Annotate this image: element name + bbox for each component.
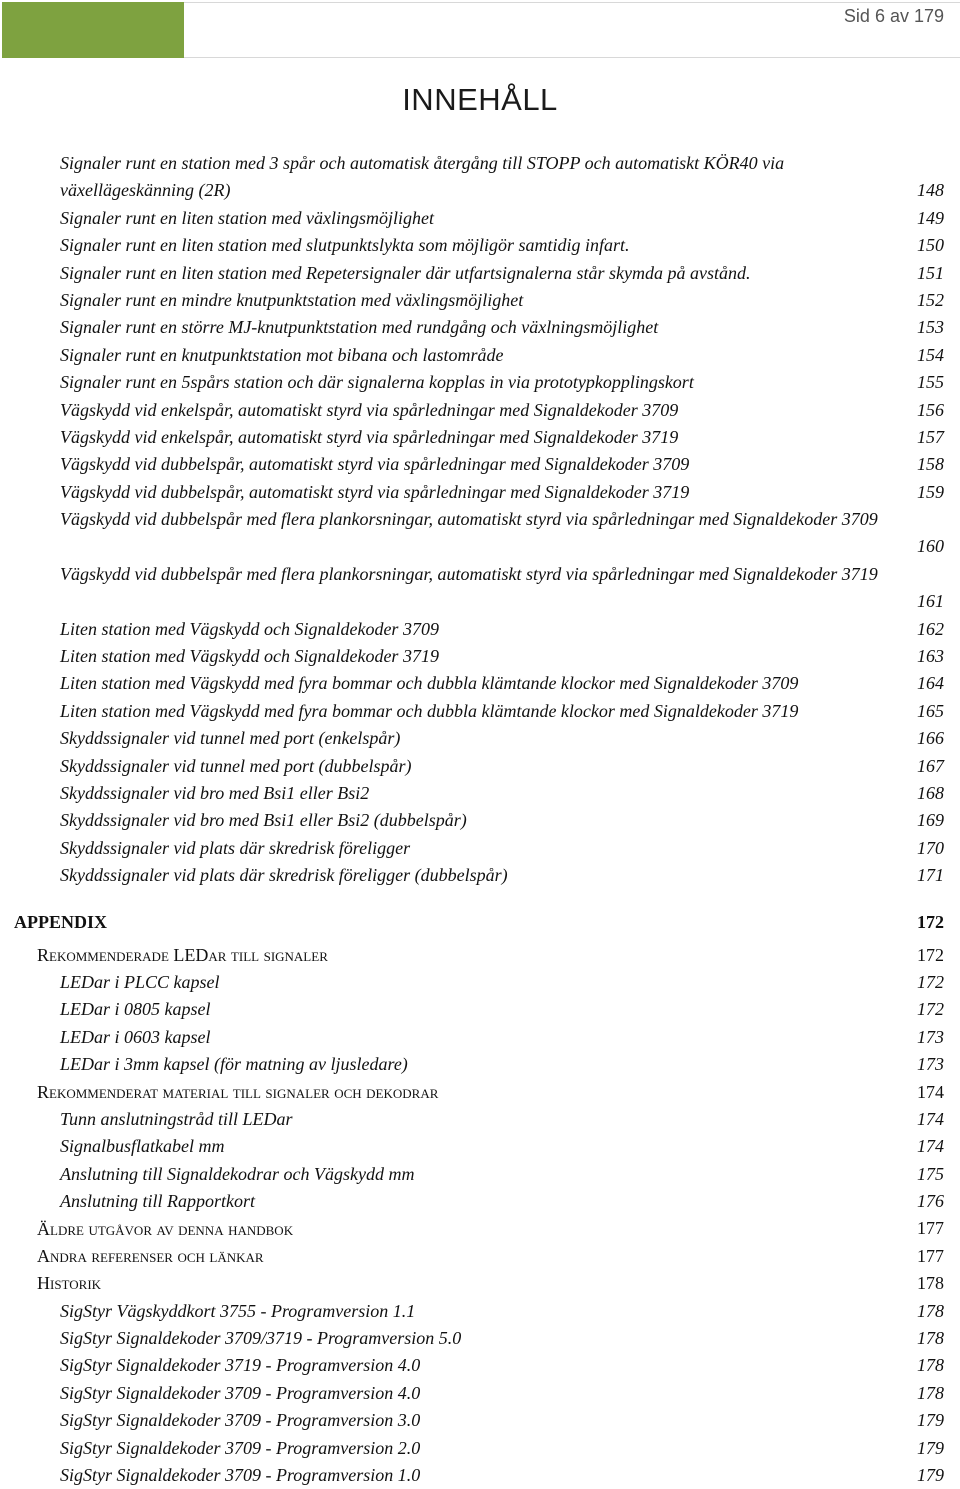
toc-entry-title: SigStyr Signaldekoder 3719 - Programversion 4.0 — [60, 1355, 421, 1376]
toc-entry[interactable] — [0, 670, 960, 697]
toc-entry[interactable] — [0, 260, 960, 287]
toc-entry[interactable] — [0, 451, 960, 478]
toc-entry-title: Liten station med Vägskydd och Signaldekoder 3709 — [60, 618, 439, 639]
toc-subsection[interactable] — [0, 1270, 960, 1297]
toc-entry[interactable] — [0, 1435, 960, 1462]
toc-entry[interactable] — [0, 780, 960, 807]
toc-entry-title: SigStyr Signaldekoder 3709/3719 - Programversion 5.0 — [60, 1328, 462, 1349]
toc-entry-page: 172 — [917, 999, 944, 1020]
toc-entry[interactable] — [0, 1106, 960, 1133]
toc-entry-page: 178 — [917, 1328, 944, 1349]
toc-entry[interactable] — [0, 369, 960, 396]
toc-entry-page: 179 — [917, 1410, 944, 1431]
toc-entry-title: Vägskydd vid dubbelspår med flera plankorsningar, automatiskt styrd via spårledningar med Signaldekoder 3719 — [60, 563, 878, 584]
page-number: Sid 6 av 179 — [843, 6, 944, 26]
toc-entry[interactable] — [0, 1407, 960, 1434]
toc-entry-page: 154 — [917, 344, 944, 365]
toc-entry-page: 162 — [917, 618, 944, 639]
toc-entry[interactable] — [0, 996, 960, 1023]
toc-entry-page: 161 — [917, 591, 944, 612]
toc-entry-title: LEDar i 0805 kapsel — [60, 999, 211, 1020]
toc-entry[interactable] — [0, 342, 960, 369]
toc-entry-title: Vägskydd vid enkelspår, automatiskt styrd via spårledningar med Signaldekoder 3709 — [60, 399, 679, 420]
toc-entry[interactable] — [0, 1133, 960, 1160]
toc-entry[interactable] — [0, 232, 960, 259]
toc-entry[interactable] — [0, 1325, 960, 1352]
toc-entry-page: 176 — [917, 1191, 944, 1212]
toc-entry-page: 155 — [917, 372, 944, 393]
toc-entry[interactable] — [0, 1188, 960, 1215]
toc-entry-page: 172 — [917, 971, 944, 992]
toc-entry-page: 156 — [917, 399, 944, 420]
toc-entry-page: 171 — [917, 865, 944, 886]
toc-entry-title: Andra referenser och länkar — [37, 1245, 264, 1266]
toc-entry-title: Liten station med Vägskydd och Signaldekoder 3719 — [60, 646, 439, 667]
toc-entry-page: 174 — [917, 1108, 944, 1129]
toc-entry[interactable] — [0, 397, 960, 424]
toc-entry[interactable] — [0, 1352, 960, 1379]
header-accent-block — [2, 2, 184, 58]
toc-entry[interactable] — [0, 314, 960, 341]
toc-entry-page: 152 — [917, 289, 944, 310]
toc-entry-title: Signaler runt en liten station med växlingsmöjlighet — [60, 207, 434, 228]
toc-subsection[interactable] — [0, 1079, 960, 1106]
toc-entry-page: 172 — [917, 944, 944, 965]
toc-entry-page: 172 — [917, 911, 944, 932]
toc-subsection[interactable] — [0, 942, 960, 969]
toc-entry-title: Liten station med Vägskydd med fyra bommar och dubbla klämtande klockor med Signaldekoder 3709 — [60, 673, 799, 694]
toc-entry[interactable] — [0, 753, 960, 780]
toc-entry-page: 149 — [917, 207, 944, 228]
toc-entry[interactable] — [0, 1462, 960, 1489]
toc-entry[interactable] — [0, 150, 960, 205]
toc-entry[interactable] — [0, 643, 960, 670]
toc-entry-title: Tunn anslutningstråd till LEDar — [60, 1108, 293, 1129]
toc-entry-title: Vägskydd vid dubbelspår, automatiskt styrd via spårledningar med Signaldekoder 3709 — [60, 454, 690, 475]
toc-entry-title: Signaler runt en knutpunktstation mot bibana och lastområde — [60, 344, 504, 365]
toc-entry-title: SigStyr Signaldekoder 3709 - Programversion 1.0 — [60, 1465, 421, 1486]
toc-subsection[interactable] — [0, 1243, 960, 1270]
toc-entry[interactable] — [0, 424, 960, 451]
toc-entry-title: Signaler runt en liten station med slutpunktslykta som möjligör samtidig infart. — [60, 235, 630, 256]
toc-entry-title: Signaler runt en större MJ-knutpunktstation med rundgång och växlningsmöjlighet — [60, 317, 659, 338]
toc-entry-title: Signalbusflatkabel mm — [60, 1136, 225, 1157]
toc-entry-page: 150 — [917, 235, 944, 256]
toc-section-appendix[interactable] — [0, 902, 960, 942]
toc-entry-page: 174 — [917, 1136, 944, 1157]
toc-entry-page: 174 — [917, 1081, 944, 1102]
toc-entry[interactable] — [0, 807, 960, 834]
toc-entry-page: 168 — [917, 783, 944, 804]
toc-entry-title: Vägskydd vid dubbelspår med flera plankorsningar, automatiskt styrd via spårledningar med Signaldekoder 3709 — [60, 509, 878, 530]
toc-entry[interactable] — [0, 725, 960, 752]
toc-entry-title: SigStyr Signaldekoder 3709 - Programversion 2.0 — [60, 1437, 421, 1458]
toc-entry[interactable] — [0, 1051, 960, 1078]
toc-entry-page: 158 — [917, 454, 944, 475]
toc-entry-page: 173 — [917, 1026, 944, 1047]
toc-entry-title: LEDar i 0603 kapsel — [60, 1026, 211, 1047]
table-of-contents — [0, 150, 960, 1489]
toc-entry-page: 166 — [917, 728, 944, 749]
toc-entry[interactable] — [0, 1024, 960, 1051]
toc-entry-page: 173 — [917, 1054, 944, 1075]
toc-entry[interactable] — [0, 1298, 960, 1325]
toc-entry-page: 164 — [917, 673, 944, 694]
toc-entry-title: Rekommenderade LEDar till signaler — [37, 944, 328, 965]
toc-entry-page: 151 — [917, 262, 944, 283]
toc-entry-title: LEDar i PLCC kapsel — [60, 971, 220, 992]
toc-entry-page: 179 — [917, 1437, 944, 1458]
toc-entry-page: 165 — [917, 700, 944, 721]
toc-subsection[interactable] — [0, 1216, 960, 1243]
toc-entry-title: Signaler runt en station med 3 spår och automatisk återgång till STOPP och automatiskt KÖR40 via växellägeskänning (2R) — [60, 153, 785, 201]
toc-entry-page: 179 — [917, 1465, 944, 1485]
toc-entry-page: 178 — [917, 1382, 944, 1403]
toc-entry-page: 157 — [917, 426, 944, 447]
toc-entry-title: LEDar i 3mm kapsel (för matning av ljusledare) — [60, 1054, 408, 1075]
toc-entry-title: Rekommenderat material till signaler och dekodrar — [37, 1081, 439, 1102]
toc-entry-title: APPENDIX — [14, 911, 107, 932]
toc-entry-title: Skyddssignaler vid bro med Bsi1 eller Bsi2 (dubbelspår) — [60, 810, 467, 831]
toc-entry-page: 160 — [917, 536, 944, 557]
toc-entry-title: SigStyr Signaldekoder 3709 - Programversion 4.0 — [60, 1382, 421, 1403]
toc-entry-title: Historik — [37, 1273, 102, 1294]
toc-entry[interactable] — [0, 287, 960, 314]
toc-entry[interactable] — [0, 205, 960, 232]
toc-entry-page: 148 — [917, 180, 944, 201]
toc-entry-page: 170 — [917, 837, 944, 858]
toc-entry[interactable] — [0, 698, 960, 725]
toc-entry-title: Vägskydd vid dubbelspår, automatiskt styrd via spårledningar med Signaldekoder 3719 — [60, 481, 690, 502]
toc-entry[interactable] — [0, 835, 960, 862]
toc-entry-title: Signaler runt en 5spårs station och där signalerna kopplas in via prototypkopplingskort — [60, 372, 694, 393]
toc-entry-page: 175 — [917, 1163, 944, 1184]
toc-entry-title: Skyddssignaler vid plats där skredrisk föreligger — [60, 837, 411, 858]
toc-entry-title: Skyddssignaler vid tunnel med port (dubbelspår) — [60, 755, 412, 776]
toc-entry-title: SigStyr Vägskyddkort 3755 - Programversion 1.1 — [60, 1300, 416, 1321]
toc-entry[interactable] — [0, 1161, 960, 1188]
page-header — [2, 2, 960, 58]
toc-entry-title: Anslutning till Rapportkort — [60, 1191, 256, 1212]
toc-entry-title: Liten station med Vägskydd med fyra bommar och dubbla klämtande klockor med Signaldekoder 3719 — [60, 700, 799, 721]
toc-entry-title: Skyddssignaler vid bro med Bsi1 eller Bsi2 — [60, 783, 370, 804]
toc-entry[interactable] — [0, 969, 960, 996]
toc-entry[interactable] — [0, 862, 960, 889]
toc-entry-title: Signaler runt en liten station med Repetersignaler där utfartsignalerna står skymda på avstånd. — [60, 262, 751, 283]
toc-entry-page: 153 — [917, 317, 944, 338]
toc-entry[interactable] — [0, 616, 960, 643]
toc-entry-title: Signaler runt en mindre knutpunktstation med växlingsmöjlighet — [60, 289, 524, 310]
toc-entry-page: 178 — [917, 1273, 944, 1294]
toc-entry-page: 178 — [917, 1300, 944, 1321]
toc-entry-title: Vägskydd vid enkelspår, automatiskt styrd via spårledningar med Signaldekoder 3719 — [60, 426, 679, 447]
toc-entry-title: Anslutning till Signaldekodrar och Vägskydd mm — [60, 1163, 415, 1184]
page-title: INNEHÅLL — [402, 82, 558, 117]
toc-entry-title: Skyddssignaler vid tunnel med port (enkelspår) — [60, 728, 401, 749]
toc-entry-page: 167 — [917, 755, 944, 776]
toc-entry[interactable] — [0, 506, 960, 561]
toc-entry-page: 177 — [917, 1218, 944, 1239]
toc-entry-page: 163 — [917, 646, 944, 667]
toc-entry-title: SigStyr Signaldekoder 3709 - Programversion 3.0 — [60, 1410, 421, 1431]
toc-entry[interactable] — [0, 479, 960, 506]
toc-entry-title: Skyddssignaler vid plats där skredrisk föreligger (dubbelspår) — [60, 865, 508, 886]
toc-entry[interactable] — [0, 1380, 960, 1407]
toc-entry-page: 178 — [917, 1355, 944, 1376]
toc-entry-page: 169 — [917, 810, 944, 831]
toc-entry[interactable] — [0, 561, 960, 616]
toc-entry-page: 159 — [917, 481, 944, 502]
toc-entry-title: Äldre utgåvor av denna handbok — [37, 1218, 294, 1239]
toc-entry-page: 177 — [917, 1245, 944, 1266]
